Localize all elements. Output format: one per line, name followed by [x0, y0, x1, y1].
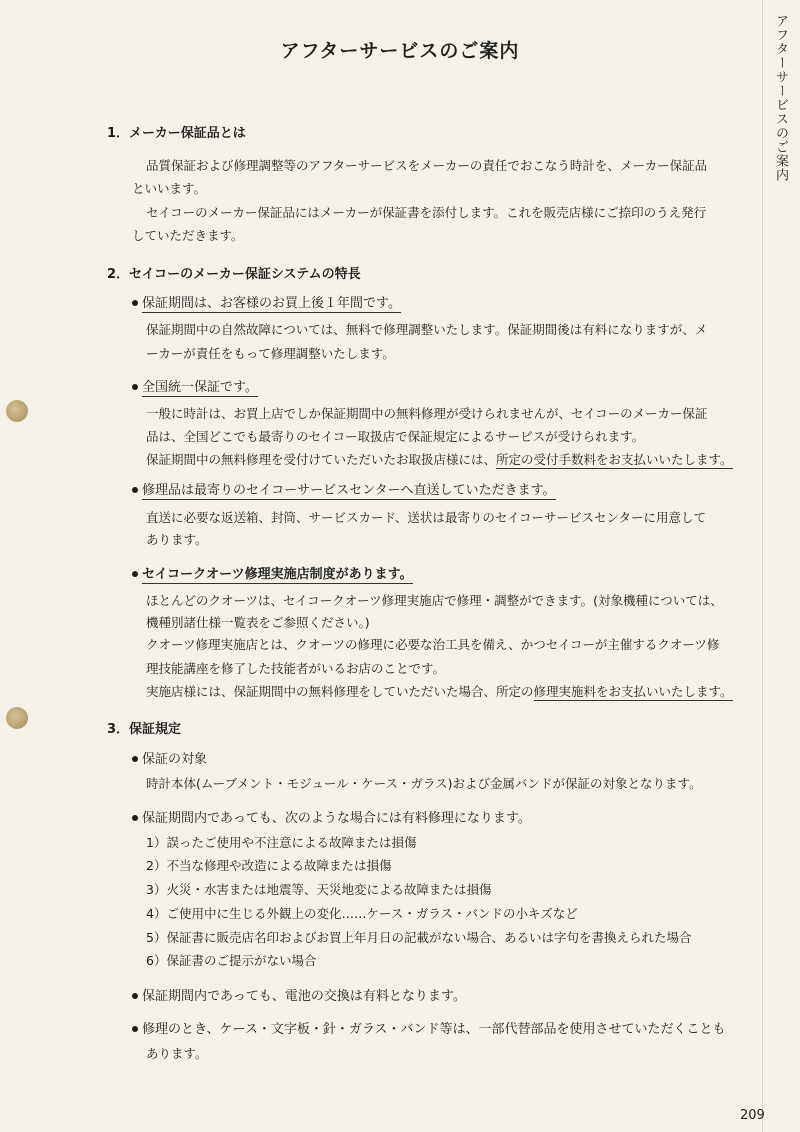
bullet-dot-icon — [132, 487, 138, 493]
page-title: アフターサービスのご案内 — [280, 40, 520, 62]
sec2-b2-line-1: 一般に時計は、お買上店でしか保証期間中の無料修理が受けられませんが、セイコーのメーカー保証 — [146, 406, 708, 421]
sec2-b2-line-3b: 所定の受付手数料をお支払いいたします。 — [496, 452, 733, 467]
sec3-item-3: 3）火災・水害または地震等、天災地変による故障または損傷 — [146, 882, 492, 897]
sec2-b2-line-3 — [146, 452, 733, 468]
sec2-b3-line-1: 直送に必要な返送箱、封筒、サービスカード、送状は最寄りのセイコーサービスセンターに用意して — [146, 510, 707, 525]
sec2-bullet-1 — [132, 296, 401, 312]
sec3-b4-line: あります。 — [146, 1046, 208, 1061]
sec2-bullet-3 — [132, 483, 556, 499]
bullet-dot-icon — [132, 300, 138, 306]
sec2-b4-line-5 — [146, 684, 733, 700]
sec3-item-4: 4）ご使用中に生じる外観上の変化……ケース・ガラス・バンドの小キズなど — [146, 906, 578, 921]
sec2-bullet-2 — [132, 380, 258, 396]
sec2-b2-line-2: 品は、全国どこでも最寄りのセイコー取扱店で保証規定によるサービスが受けられます。 — [146, 429, 645, 444]
sec3-item-2: 2）不当な修理や改造による故障または損傷 — [146, 858, 392, 873]
bullet-dot-icon — [132, 1026, 138, 1032]
sec2-bullet-4 — [132, 567, 413, 583]
sec2-bullet-2-label: 全国統一保証です。 — [142, 380, 258, 395]
section-1-heading: 1．メーカー保証品とは — [107, 126, 246, 141]
sec2-bullet-3-label: 修理品は最寄りのセイコーサービスセンターへ直送していただきます。 — [142, 483, 556, 498]
sec3-item-5: 5）保証書に販売店名印およびお買上年月日の記載がない場合、あるいは字句を書換えられた場合 — [146, 930, 692, 945]
bullet-dot-icon — [132, 815, 138, 821]
sec3-bullet-4 — [132, 1022, 725, 1038]
bullet-dot-icon — [132, 756, 138, 762]
sec2-b2-line-3a: 保証期間中の無料修理を受付けていただいたお取扱店様には、 — [146, 452, 497, 467]
sec2-b4-line-5b: 修理実施料をお支払いいたします。 — [533, 684, 733, 699]
sec2-b3-line-2: あります。 — [146, 532, 208, 547]
sec1-line-1: 品質保証および修理調整等のアフターサービスをメーカーの責任でおこなう時計を、メーカー保証品 — [146, 158, 708, 173]
sec2-b1-line-1: 保証期間中の自然故障については、無料で修理調整いたします。保証期間後は有料になりますが、メ — [146, 322, 708, 337]
page-number: 209 — [740, 1108, 765, 1123]
sec2-b1-line-2: ーカーが責任をもって修理調整いたします。 — [146, 346, 395, 361]
side-divider — [762, 0, 763, 1132]
section-3-heading: 3．保証規定 — [107, 722, 182, 737]
sec2-b4-line-2: 機種別諸仕様一覧表をご参照ください。) — [146, 615, 370, 630]
sec2-b4-line-1: ほとんどのクオーツは、セイコークオーツ修理実施店で修理・調整ができます。(対象機種については、 — [146, 593, 723, 608]
sec1-line-2: といいます。 — [132, 181, 207, 196]
sec3-item-6: 6）保証書のご提示がない場合 — [146, 953, 317, 968]
sec3-bullet-3 — [132, 989, 466, 1005]
sec2-b4-line-5a: 実施店様には、保証期間中の無料修理をしていただいた場合、所定の — [146, 684, 534, 699]
sec3-bullet-1-label: 保証の対象 — [142, 752, 208, 767]
sec3-bullet-4-label: 修理のとき、ケース・文字板・針・ガラス・バンド等は、一部代替部品を使用させていただくことも — [142, 1022, 726, 1037]
sec3-bullet-1 — [132, 752, 207, 768]
bullet-dot-icon — [132, 571, 138, 577]
binder-hole-bottom — [6, 707, 28, 729]
sec2-b4-line-4: 理技能講座を修了した技能者がいるお店のことです。 — [146, 661, 446, 676]
sec3-item-1: 1）誤ったご使用や不注意による故障または損傷 — [146, 835, 417, 850]
sec3-bullet-2 — [132, 811, 531, 827]
sec1-line-3: セイコーのメーカー保証品にはメーカーが保証書を添付します。これを販売店様にご捺印のうえ発行 — [146, 205, 707, 220]
sec3-b1-line: 時計本体(ムーブメント・モジュール・ケース・ガラス)および金属バンドが保証の対象となります。 — [146, 776, 702, 791]
bullet-dot-icon — [132, 384, 138, 390]
bullet-dot-icon — [132, 993, 138, 999]
binder-hole-top — [6, 400, 28, 422]
sec3-bullet-2-label: 保証期間内であっても、次のような場合には有料修理になります。 — [142, 811, 531, 826]
sec2-b4-line-3: クオーツ修理実施店とは、クオーツの修理に必要な治工具を備え、かつセイコーが主催するクオーツ修 — [146, 637, 720, 652]
sec2-bullet-4-label: セイコークオーツ修理実施店制度があります。 — [142, 567, 413, 582]
sec3-bullet-3-label: 保証期間内であっても、電池の交換は有料となります。 — [142, 989, 466, 1004]
side-index-tab: アフターサービスのご案内 — [773, 14, 788, 182]
sec2-bullet-1-label: 保証期間は、お客様のお買上後１年間です。 — [142, 296, 401, 311]
sec1-line-4: していただきます。 — [132, 228, 244, 243]
section-2-heading: 2．セイコーのメーカー保証システムの特長 — [107, 267, 361, 282]
